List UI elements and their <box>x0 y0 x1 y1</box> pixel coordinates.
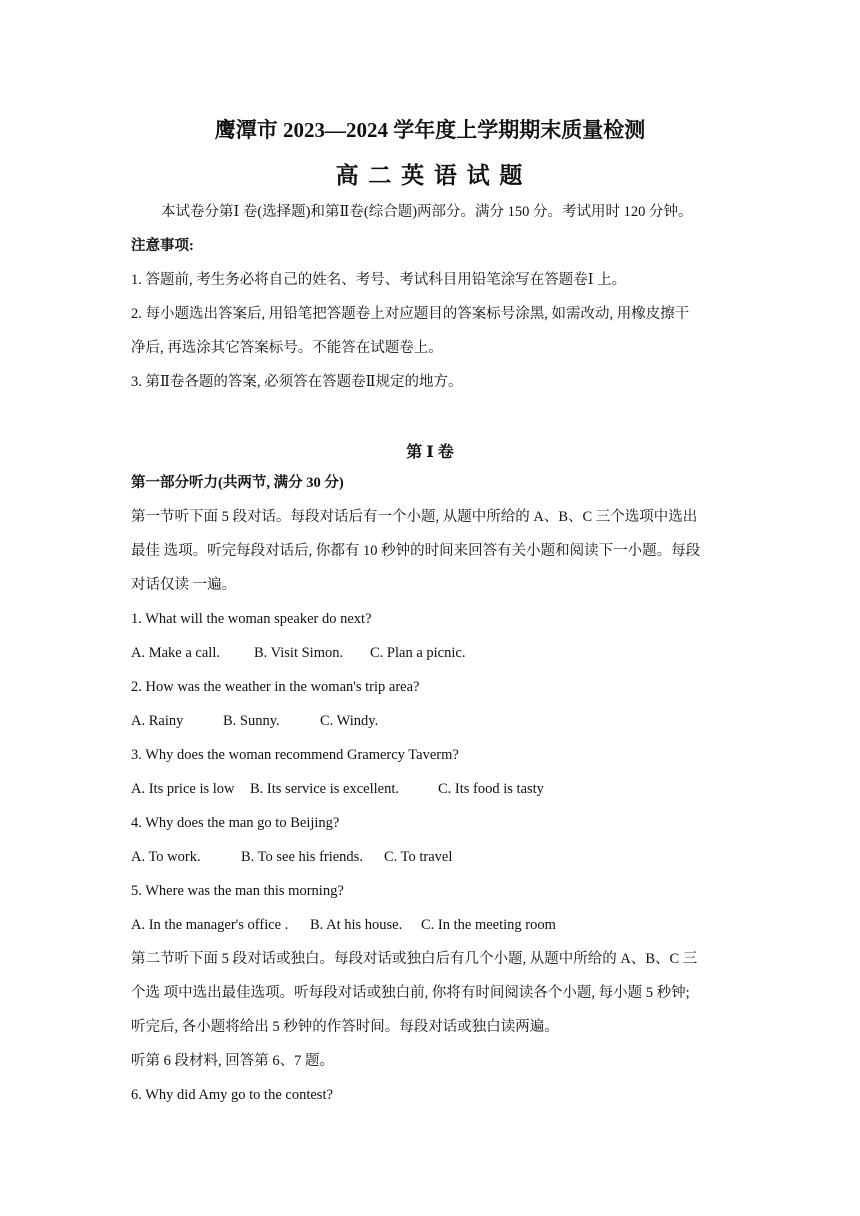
notice-heading: 注意事项: <box>131 238 194 254</box>
option-5a: A. In the manager's office . <box>131 917 289 933</box>
options-1 <box>131 643 465 663</box>
options-2 <box>131 711 378 731</box>
option-3b: B. Its service is excellent. <box>250 781 399 797</box>
option-5c: C. In the meeting room <box>421 917 556 933</box>
options-3 <box>131 779 544 799</box>
part1-heading: 第一部分听力(共两节, 满分 30 分) <box>131 475 344 491</box>
question-4: 4. Why does the man go to Beijing? <box>131 815 340 831</box>
options-4 <box>131 847 452 867</box>
option-4b: B. To see his friends. <box>241 849 363 865</box>
material-6-heading: 听第 6 段材料, 回答第 6、7 题。 <box>131 1053 334 1069</box>
option-4c: C. To travel <box>384 849 453 865</box>
section1-instructions-1: 第一节听下面 5 段对话。每段对话后有一个小题, 从题中所给的 A、B、C 三个选项中选出 <box>131 509 698 525</box>
notice-item-2-cont: 净后, 再选涂其它答案标号。不能答在试题卷上。 <box>131 340 443 356</box>
question-6: 6. Why did Amy go to the contest? <box>131 1087 333 1103</box>
notice-item-1: 1. 答题前, 考生务必将自己的姓名、考号、考试科目用铅笔涂写在答题卷Ⅰ 上。 <box>131 272 627 288</box>
section2-instructions-1: 第二节听下面 5 段对话或独白。每段对话或独白后有几个小题, 从题中所给的 A、B、C 三 <box>131 951 698 967</box>
option-5b: B. At his house. <box>310 917 403 933</box>
exam-subtitle: 高 二 英 语 试 题 <box>335 163 525 188</box>
notice-item-3: 3. 第Ⅱ卷各题的答案, 必须答在答题卷Ⅱ规定的地方。 <box>131 374 463 390</box>
option-2b: B. Sunny. <box>223 713 280 729</box>
option-1a: A. Make a call. <box>131 645 220 661</box>
question-3: 3. Why does the woman recommend Gramercy Taverm? <box>131 747 459 763</box>
option-3c: C. Its food is tasty <box>438 781 544 797</box>
section2-instructions-2: 个选 项中选出最佳选项。听每段对话或独白前, 你将有时间阅读各个小题, 每小题 5 秒钟; <box>131 985 690 1001</box>
option-4a: A. To work. <box>131 849 201 865</box>
option-3a: A. Its price is low <box>131 781 235 797</box>
option-1c: C. Plan a picnic. <box>370 645 466 661</box>
option-2c: C. Windy. <box>320 713 379 729</box>
exam-title: 鹰潭市 2023—2024 学年度上学期期末质量检测 <box>214 118 646 142</box>
question-1: 1. What will the woman speaker do next? <box>131 611 372 627</box>
question-2: 2. How was the weather in the woman's trip area? <box>131 679 420 695</box>
options-5 <box>131 915 556 935</box>
section1-instructions-2: 最佳 选项。听完每段对话后, 你都有 10 秒钟的时间来回答有关小题和阅读下一小题。每段 <box>131 543 701 559</box>
intro-text: 本试卷分第Ⅰ 卷(选择题)和第Ⅱ卷(综合题)两部分。满分 150 分。考试用时 120 分钟。 <box>161 204 693 220</box>
section2-instructions-3: 听完后, 各小题将给出 5 秒钟的作答时间。每段对话或独白读两遍。 <box>131 1019 559 1035</box>
question-5: 5. Where was the man this morning? <box>131 883 344 899</box>
option-2a: A. Rainy <box>131 713 184 729</box>
notice-item-2: 2. 每小题选出答案后, 用铅笔把答题卷上对应题目的答案标号涂黑, 如需改动, 用橡皮擦干 <box>131 306 690 322</box>
section1-instructions-3: 对话仅读 一遍。 <box>131 577 237 593</box>
option-1b: B. Visit Simon. <box>254 645 344 661</box>
volume-heading: 第 Ⅰ 卷 <box>406 444 454 461</box>
